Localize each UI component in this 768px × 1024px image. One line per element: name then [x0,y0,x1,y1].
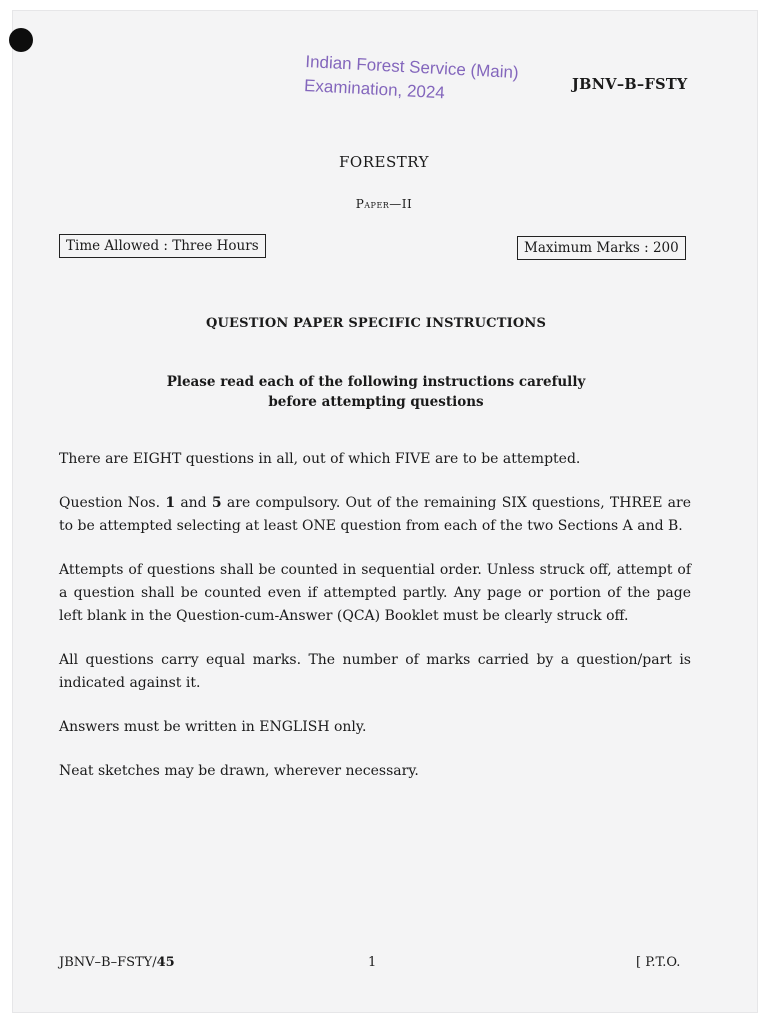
instruction-2-text-a: Question Nos. [59,495,166,511]
time-allowed-box: Time Allowed : Three Hours [59,234,266,258]
instruction-3: Attempts of questions shall be counted in sequential order. Unless struck off, attempt of a question shall be counted even if attempted partly. Any page or portion of the page left blank in the Question-cum-Answer (QCA) Booklet must be clearly struck off. [59,562,691,624]
please-turn-over: [ P.T.O. [636,955,681,970]
instruction-2-text-e: are compulsory. Out of the remaining SIX questions, THREE are to be attempted selecting at least ONE question from each of the two Sections A and B. [59,495,692,534]
footer-paper-code [59,955,175,970]
instructions-heading: QUESTION PAPER SPECIFIC INSTRUCTIONS [205,316,547,331]
instruction-4: All questions carry equal marks. The number of marks carried by a question/part is indicated against it. [59,652,691,691]
instruction-2 [59,492,691,538]
intro-line-1: Please read each of the following instructions carefully [166,374,586,390]
instructions-body [59,448,691,804]
question-number-1: 1 [165,495,176,511]
maximum-marks-box: Maximum Marks : 200 [517,236,686,260]
intro-line-2: before attempting questions [268,394,484,410]
subject-title: FORESTRY [339,153,429,171]
paper-number: Paper—II [355,197,413,211]
instruction-5: Answers must be written in ENGLISH only. [59,719,367,735]
instructions-intro [0,372,752,412]
stamp-line-2: Examination, 2024 [303,75,446,103]
question-number-5: 5 [211,495,222,511]
paper-code: JBNV–B–FSTY [572,76,688,93]
instruction-6: Neat sketches may be drawn, wherever necessary. [59,763,419,779]
footer-code-text: JBNV–B–FSTY/ [59,955,157,970]
instruction-1: There are EIGHT questions in all, out of which FIVE are to be attempted. [59,451,581,467]
instruction-2-text-c: and [175,495,212,511]
stamp-line-1: Indian Forest Service (Main) [304,51,520,83]
page-number: 1 [368,955,377,970]
punch-hole [9,28,33,52]
footer-code-number: 45 [156,955,175,970]
